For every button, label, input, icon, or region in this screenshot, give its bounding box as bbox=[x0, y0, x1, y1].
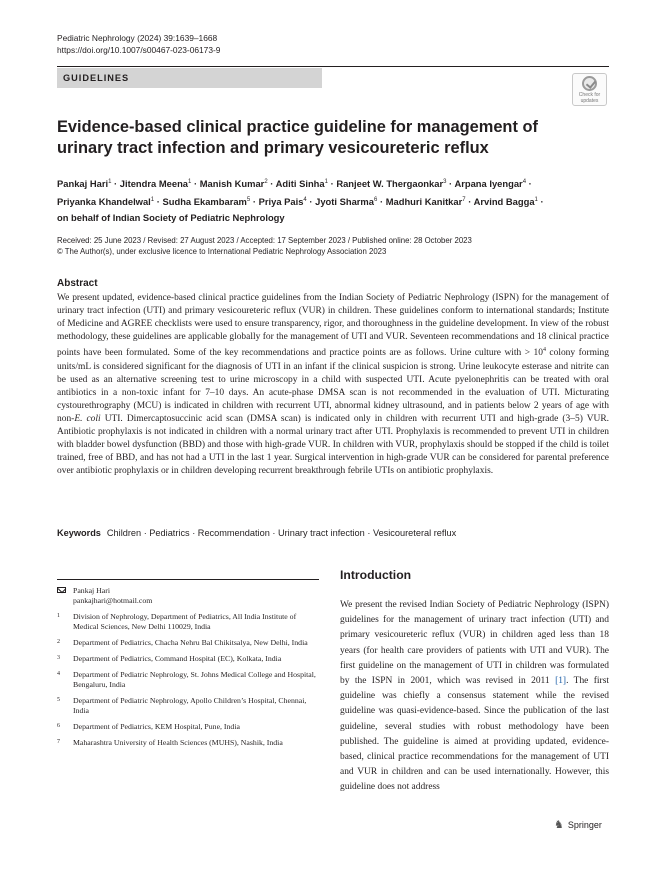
affiliation-mark: 5 bbox=[57, 697, 60, 703]
corresponding-author bbox=[57, 586, 319, 606]
author-affiliation-mark: 1 bbox=[108, 179, 112, 185]
author-name[interactable]: Sudha Ekambaram bbox=[162, 196, 247, 208]
publication-history bbox=[57, 235, 609, 257]
journal-header bbox=[57, 32, 220, 56]
journal-citation: Pediatric Nephrology (2024) 39:1639–1668 bbox=[57, 33, 218, 43]
affiliation-item bbox=[57, 612, 319, 632]
author-name[interactable]: Priya Pais bbox=[258, 196, 304, 208]
affiliation-mark: 1 bbox=[57, 613, 60, 619]
on-behalf-line: on behalf of Indian Society of Pediatric Nephrology bbox=[57, 212, 285, 224]
author-affiliation-mark: 7 bbox=[462, 197, 466, 204]
contact-email[interactable]: pankajhari@hotmail.com bbox=[73, 596, 153, 605]
keywords bbox=[57, 528, 609, 538]
footnote-rule bbox=[57, 579, 319, 580]
publisher-name: Springer bbox=[567, 819, 602, 830]
author-name[interactable]: Arpana Iyengar bbox=[454, 178, 523, 190]
affiliation-text: Department of Pediatrics, Command Hospital (EC), Kolkata, India bbox=[73, 654, 282, 663]
author-affiliation-mark: 5 bbox=[246, 197, 251, 204]
abstract-sup: 4 bbox=[542, 347, 546, 354]
intro-text-2: . The first guideline was chiefly a consensus statement while the revised guideline was quasi-evidence-based. Since the publication of the last guideline, several studies with robust methodology have been published. The guideline is aimed at providing updated, evidence-based, clinical practice recommendations for the management of UTI and VUR in children and can be used internationally. However, this guideline does not address bbox=[340, 676, 609, 793]
copyright-line: © The Author(s), under exclusive licence to International Pediatric Nephrology Association 2023 bbox=[57, 247, 387, 256]
article-title: Evidence-based clinical practice guideline for management of urinary tract infection and primary vesicoureteric reflux bbox=[57, 118, 538, 157]
abstract-text-3: UTI. Dimercaptosuccinic acid scan (DMSA scan) is indicated only in children with recurrent UTI and high-grade (3–5) VUR. Antibiotic prophylaxis is not indicated in children with a normal urinary tract after UTI. Prophylaxis is recommended to prevent UTI in children with bladder bowel dysfunction (BBD) and those with high-grade VUR. In children with VUR, prophylaxis should be stopped if the child is toilet trained, free of BBD, and has not had a UTI in the last 1 year. Surgical intervention in high-grade VUR can be considered for parental preference over antibiotic prophylaxis or in children developing recurrent breakthrough febrile UTIs on antibiotic prophylaxis. bbox=[57, 413, 610, 477]
author-name[interactable]: Priyanka Khandelwal bbox=[57, 196, 151, 208]
affiliation-item bbox=[57, 722, 319, 732]
author-name[interactable]: Madhuri Kanitkar bbox=[385, 196, 463, 208]
footnotes bbox=[57, 586, 319, 754]
keywords-label: Keywords bbox=[57, 528, 101, 538]
reference-link[interactable]: [1] bbox=[555, 676, 567, 687]
author-affiliation-mark: 1 bbox=[188, 179, 192, 185]
journal-doi[interactable]: https://doi.org/10.1007/s00467-023-06173-9 bbox=[57, 45, 221, 55]
author-name[interactable]: Jitendra Meena bbox=[119, 178, 189, 190]
publisher-logo bbox=[554, 818, 602, 831]
author-affiliation-mark: 4 bbox=[303, 197, 307, 204]
envelope-icon bbox=[57, 587, 66, 593]
affiliation-item bbox=[57, 638, 319, 648]
author-affiliation-mark: 4 bbox=[522, 179, 527, 185]
header-rule bbox=[57, 66, 609, 67]
author-list: Pankaj Hari$^1$ · Jitendra Meena$^1$ · Manish Kumar$^2$ · Aditi Sinha$^1$ · Ranjeet W. Thergaonkar$^3$ · Arpana Iyengar$^4$ · Priyanka Khandelwal$^1$ · Sudha Ekambaram$^5$ · Priya Pais$^4$ · Jyoti Sharma$^6$ · Madhuri Kanitkar$^7$ · Arvind Bagga$^1$ · on behalf of Indian Society of Pediatric Nephrology bbox=[57, 178, 544, 224]
check-circle-icon bbox=[582, 76, 597, 91]
affiliation-item bbox=[57, 654, 319, 664]
author-name[interactable]: Ranjeet W. Thergaonkar bbox=[336, 178, 444, 190]
abstract-text-1: We present updated, evidence-based clinical practice guidelines from the Indian Society of Pediatric Nephrology (ISPN) for the management of urinary tract infection (UTI) and primary vesicoureteric reflux (VUR) in children. These guidelines conform to international standards; Institute of Medicine and AGREE checklists were used to ensure transparency, rigor, and thoroughness in the guideline development. In view of the robust methodology, these guidelines are applicable globally for the management of UTI and VUR. Seventeen recommendations and 18 clinical practice points have been formulated. Some of the key recommendations and practice points are as follows. Urine culture with > 10 bbox=[57, 293, 609, 359]
author-affiliation-mark: 3 bbox=[443, 179, 447, 185]
affiliation-mark: 2 bbox=[57, 639, 60, 645]
affiliation-mark: 7 bbox=[57, 739, 60, 745]
check-for-updates-badge[interactable] bbox=[572, 73, 607, 106]
author-affiliation-mark: 1 bbox=[534, 197, 538, 204]
affiliation-mark: 3 bbox=[57, 655, 60, 661]
author-name[interactable]: Aditi Sinha bbox=[275, 178, 325, 190]
abstract-heading: Abstract bbox=[57, 278, 98, 289]
author-affiliation-mark: 2 bbox=[264, 179, 268, 185]
author-name[interactable]: Pankaj Hari bbox=[57, 178, 109, 190]
dates-line: Received: 25 June 2023 / Revised: 27 August 2023 / Accepted: 17 September 2023 / Published online: 28 October 2023 bbox=[57, 236, 472, 245]
introduction-body bbox=[340, 598, 609, 796]
author-name[interactable]: Arvind Bagga bbox=[473, 196, 535, 208]
affiliation-list bbox=[57, 612, 319, 748]
affiliation-mark: 4 bbox=[57, 671, 60, 677]
affiliation-item bbox=[57, 670, 319, 690]
affiliation-mark: 6 bbox=[57, 723, 60, 729]
affiliation-item bbox=[57, 738, 319, 748]
check-updates-line2: updates bbox=[580, 98, 599, 104]
keywords-items: Children · Pediatrics · Recommendation · Urinary tract infection · Vesicoureteral reflux bbox=[106, 528, 457, 538]
springer-horse-icon: ♞ bbox=[554, 819, 564, 831]
abstract-italic: E. coli bbox=[74, 413, 101, 424]
introduction-heading: Introduction bbox=[340, 568, 412, 582]
abstract-text-2: colony forming units/mL is considered significant for the diagnosis of UTI in an infant if the clinical suspicion is strong. Urine leukocyte esterase and nitrite can be used as an alternative screening test to urine microscopy in a child with suspected UTI. Acute pyelonephritis can be treated with oral antibiotics in a non-toxic infant for 7–10 days. An acute-phase DMSA scan is not recommended in the evaluation of UTI. Micturating cystourethrography (MCU) is indicated in children with recurrent UTI, abnormal kidney ultrasound, and in patients below 2 years of age with non- bbox=[57, 348, 609, 424]
check-updates-line1: Check for bbox=[578, 92, 601, 98]
affiliation-text: Division of Nephrology, Department of Pediatrics, All India Institute of Medical Sciences, New Delhi 110029, India bbox=[73, 612, 297, 631]
author-name[interactable]: Jyoti Sharma bbox=[315, 196, 374, 208]
affiliation-text: Department of Pediatrics, Chacha Nehru Bal Chikitsalya, New Delhi, India bbox=[73, 638, 308, 647]
affiliation-item bbox=[57, 696, 319, 716]
author-affiliation-mark: 6 bbox=[374, 197, 378, 204]
author-affiliation-mark: 1 bbox=[324, 179, 328, 185]
affiliation-text: Maharashtra University of Health Sciences (MUHS), Nashik, India bbox=[73, 738, 283, 747]
affiliation-text: Department of Pediatric Nephrology, St. Johns Medical College and Hospital, Bengaluru, India bbox=[73, 670, 316, 689]
affiliation-text: Department of Pediatric Nephrology, Apollo Children’s Hospital, Chennai, India bbox=[73, 696, 307, 715]
affiliation-text: Department of Pediatrics, KEM Hospital, Pune, India bbox=[73, 722, 240, 731]
author-name[interactable]: Manish Kumar bbox=[199, 178, 265, 190]
abstract-body bbox=[57, 292, 609, 478]
section-label: GUIDELINES bbox=[63, 73, 130, 83]
intro-text-1: We present the revised Indian Society of Pediatric Nephrology (ISPN) guidelines for the management of urinary tract infection (UTI) and primary vesicoureteric reflux (VUR) in children aged less than 18 years (for health care providers of patients with UTI and VUR). The first guideline on the management of UTI in children was formulated by the ISPN in 2001, which was revised in 2011 bbox=[340, 600, 609, 687]
contact-name: Pankaj Hari bbox=[73, 586, 111, 595]
author-affiliation-mark: 1 bbox=[150, 197, 155, 204]
